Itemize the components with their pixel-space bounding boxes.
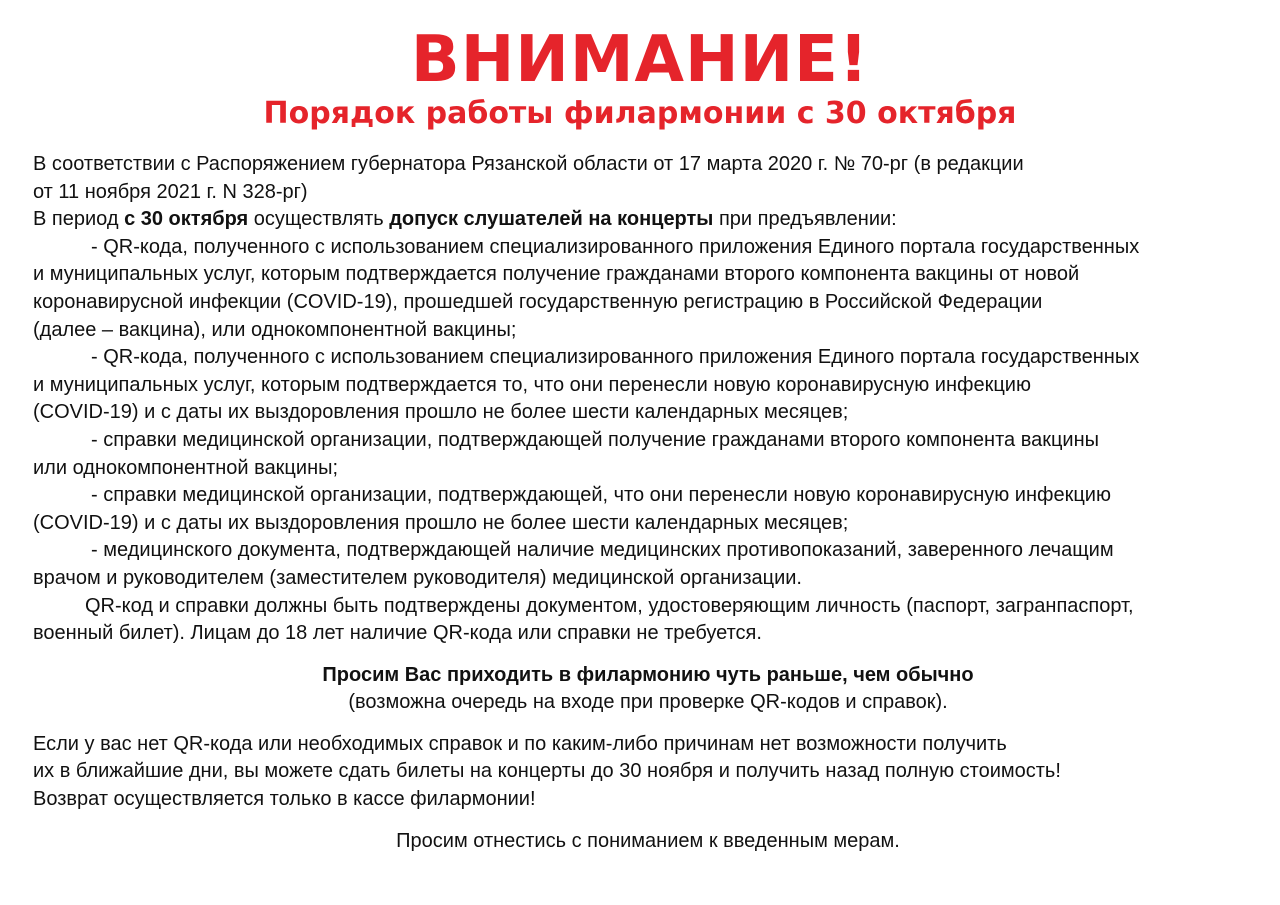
- list-item-qr-vaccine: [33, 234, 1263, 344]
- period-mid: осуществлять: [248, 208, 390, 231]
- list-item-cert-vaccine: [33, 427, 1263, 482]
- spacer: [33, 717, 1263, 731]
- page-subtitle: Порядок работы филармонии с 30 октября: [263, 96, 1017, 131]
- list-item-line: - QR-кода, полученного с использованием специализированного приложения Единого портала государственных: [91, 346, 1140, 369]
- period-suffix: при предъявлении:: [713, 208, 897, 231]
- list-item-line: или однокомпонентной вакцины;: [33, 456, 339, 479]
- list-item-line: - медицинского документа, подтверждающей наличие медицинских противопоказаний, заверенного лечащим: [91, 539, 1114, 562]
- list-item-line: и муниципальных услуг, которым подтверждается получение гражданами второго компонента вакцины от новой: [33, 263, 1080, 286]
- list-item-line: - справки медицинской организации, подтверждающей, что они перенесли новую коронавирусную инфекцию: [91, 484, 1111, 507]
- period-prefix: В период: [33, 208, 125, 231]
- list-item-line: - QR-кода, полученного с использованием специализированного приложения Единого портала государственных: [91, 235, 1140, 258]
- list-item-line: и муниципальных услуг, которым подтверждается то, что они перенесли новую коронавирусную инфекцию: [33, 373, 1031, 396]
- refund-info: [33, 731, 1263, 814]
- refund-line: Возврат осуществляется только в кассе филармонии!: [33, 788, 536, 811]
- intro-line: от 11 ноября 2021 г. N 328-рг): [33, 180, 308, 203]
- spacer: [33, 814, 1263, 828]
- arrive-early-heading: [33, 662, 1263, 690]
- identity-note: [33, 593, 1263, 648]
- closing-note: Просим отнестись с пониманием к введенным мерам.: [396, 829, 900, 852]
- identity-note-line: военный билет). Лицам до 18 лет наличие QR-кода или справки не требуется.: [33, 622, 762, 645]
- intro-line: В соответствии с Распоряжением губернатора Рязанской области от 17 марта 2020 г. № 70-рг (в редакции: [33, 153, 1024, 175]
- list-item-line: врачом и руководителем (заместителем руководителя) медицинской организации.: [33, 566, 802, 589]
- refund-line: их в ближайшие дни, вы можете сдать билеты на концерты до 30 ноября и получить назад полную стоимость!: [33, 760, 1061, 783]
- list-item-qr-recovered: [33, 344, 1263, 427]
- refund-line: Если у вас нет QR-кода или необходимых справок и по каким-либо причинам нет возможности получить: [33, 732, 1007, 755]
- page-title: ВНИМАНИЕ!: [410, 23, 870, 97]
- list-item-line: (COVID-19) и с даты их выздоровления прошло не более шести календарных месяцев;: [33, 511, 849, 534]
- list-item-line: коронавирусной инфекции (COVID-19), прошедшей государственную регистрацию в Российской Федерации: [33, 290, 1043, 313]
- list-item-medical-exemption: [33, 537, 1263, 592]
- period-admission: допуск слушателей на концерты: [389, 208, 714, 231]
- period-date: с 30 октября: [124, 208, 249, 231]
- spacer: [33, 648, 1263, 662]
- arrive-early-bold: Просим Вас приходить в филармонию чуть раньше, чем обычно: [322, 663, 974, 686]
- notice-body: [33, 151, 1263, 855]
- period-line: [33, 206, 1263, 234]
- list-item-cert-recovered: [33, 482, 1263, 537]
- list-item-line: - справки медицинской организации, подтверждающей получение гражданами второго компонента вакцины: [91, 428, 1100, 451]
- identity-note-line: QR-код и справки должны быть подтверждены документом, удостоверяющим личность (паспорт, загранпаспорт,: [85, 594, 1134, 617]
- list-item-line: (далее – вакцина), или однокомпонентной вакцины;: [33, 318, 517, 341]
- list-item-line: (COVID-19) и с даты их выздоровления прошло не более шести календарных месяцев;: [33, 401, 849, 424]
- arrive-early-note: (возможна очередь на входе при проверке QR-кодов и справок).: [348, 691, 948, 714]
